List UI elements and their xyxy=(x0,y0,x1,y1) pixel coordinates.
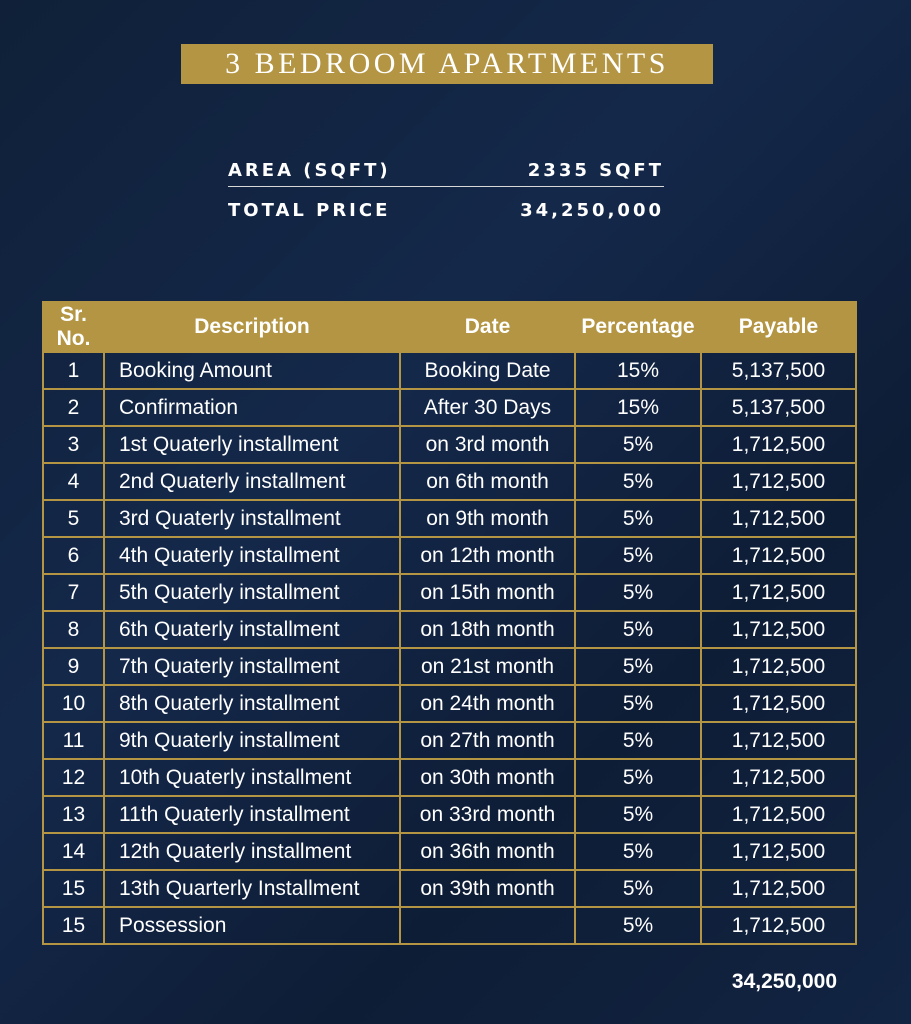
cell-description: 2nd Quaterly installment xyxy=(104,463,400,500)
cell-percentage: 5% xyxy=(575,870,701,907)
cell-payable: 1,712,500 xyxy=(701,759,856,796)
cell-percentage: 5% xyxy=(575,537,701,574)
cell-date: on 27th month xyxy=(400,722,575,759)
cell-payable: 1,712,500 xyxy=(701,574,856,611)
cell-percentage: 5% xyxy=(575,426,701,463)
total-price-row xyxy=(228,192,664,228)
cell-description: 9th Quaterly installment xyxy=(104,722,400,759)
header-description: Description xyxy=(104,302,400,352)
cell-percentage: 5% xyxy=(575,722,701,759)
cell-date: on 33rd month xyxy=(400,796,575,833)
cell-sr-no: 3 xyxy=(43,426,104,463)
area-row xyxy=(228,152,664,188)
cell-description: 11th Quaterly installment xyxy=(104,796,400,833)
cell-date: on 6th month xyxy=(400,463,575,500)
cell-sr-no: 5 xyxy=(43,500,104,537)
cell-payable: 1,712,500 xyxy=(701,833,856,870)
cell-description: 4th Quaterly installment xyxy=(104,537,400,574)
table-header-row xyxy=(43,302,856,352)
table-row xyxy=(43,426,856,463)
cell-payable: 1,712,500 xyxy=(701,500,856,537)
cell-percentage: 5% xyxy=(575,500,701,537)
cell-date: on 18th month xyxy=(400,611,575,648)
cell-description: 13th Quarterly Installment xyxy=(104,870,400,907)
table-row xyxy=(43,574,856,611)
cell-sr-no: 9 xyxy=(43,648,104,685)
table-row xyxy=(43,352,856,389)
table-row xyxy=(43,463,856,500)
cell-payable: 1,712,500 xyxy=(701,907,856,944)
table-row xyxy=(43,796,856,833)
cell-description: Possession xyxy=(104,907,400,944)
cell-percentage: 5% xyxy=(575,648,701,685)
cell-payable: 5,137,500 xyxy=(701,352,856,389)
cell-description: 3rd Quaterly installment xyxy=(104,500,400,537)
header-sr-no: Sr. No. xyxy=(43,302,104,352)
cell-date: on 9th month xyxy=(400,500,575,537)
cell-percentage: 5% xyxy=(575,796,701,833)
cell-description: Confirmation xyxy=(104,389,400,426)
cell-sr-no: 6 xyxy=(43,537,104,574)
cell-percentage: 5% xyxy=(575,907,701,944)
cell-payable: 1,712,500 xyxy=(701,685,856,722)
area-label: AREA (SQFT) xyxy=(228,159,391,181)
cell-date: Booking Date xyxy=(400,352,575,389)
cell-sr-no: 4 xyxy=(43,463,104,500)
title-banner xyxy=(181,44,713,84)
table-row xyxy=(43,611,856,648)
cell-payable: 1,712,500 xyxy=(701,722,856,759)
cell-payable: 1,712,500 xyxy=(701,870,856,907)
cell-description: 8th Quaterly installment xyxy=(104,685,400,722)
cell-payable: 1,712,500 xyxy=(701,648,856,685)
table-row xyxy=(43,537,856,574)
area-value: 2335 SQFT xyxy=(527,159,664,181)
cell-payable: 1,712,500 xyxy=(701,796,856,833)
cell-sr-no: 10 xyxy=(43,685,104,722)
cell-sr-no: 1 xyxy=(43,352,104,389)
cell-percentage: 15% xyxy=(575,352,701,389)
cell-payable: 1,712,500 xyxy=(701,463,856,500)
cell-date xyxy=(400,907,575,944)
table-row xyxy=(43,907,856,944)
cell-sr-no: 15 xyxy=(43,870,104,907)
header-percentage: Percentage xyxy=(575,302,701,352)
table-row xyxy=(43,833,856,870)
cell-sr-no: 2 xyxy=(43,389,104,426)
cell-date: on 36th month xyxy=(400,833,575,870)
cell-description: 6th Quaterly installment xyxy=(104,611,400,648)
cell-percentage: 5% xyxy=(575,574,701,611)
cell-description: 5th Quaterly installment xyxy=(104,574,400,611)
cell-sr-no: 12 xyxy=(43,759,104,796)
total-price-label: TOTAL PRICE xyxy=(228,199,391,221)
grand-total: 34,250,000 xyxy=(731,970,837,993)
cell-percentage: 5% xyxy=(575,463,701,500)
cell-percentage: 5% xyxy=(575,611,701,648)
cell-description: 10th Quaterly installment xyxy=(104,759,400,796)
cell-description: 1st Quaterly installment xyxy=(104,426,400,463)
cell-payable: 1,712,500 xyxy=(701,611,856,648)
cell-sr-no: 11 xyxy=(43,722,104,759)
cell-percentage: 15% xyxy=(575,389,701,426)
cell-sr-no: 13 xyxy=(43,796,104,833)
cell-percentage: 5% xyxy=(575,759,701,796)
cell-description: Booking Amount xyxy=(104,352,400,389)
cell-sr-no: 15 xyxy=(43,907,104,944)
summary-divider xyxy=(228,186,664,187)
cell-payable: 5,137,500 xyxy=(701,389,856,426)
table-row xyxy=(43,759,856,796)
header-payable: Payable xyxy=(701,302,856,352)
cell-description: 12th Quaterly installment xyxy=(104,833,400,870)
cell-date: on 15th month xyxy=(400,574,575,611)
cell-date: on 12th month xyxy=(400,537,575,574)
cell-date: on 3rd month xyxy=(400,426,575,463)
cell-sr-no: 8 xyxy=(43,611,104,648)
cell-date: on 39th month xyxy=(400,870,575,907)
cell-sr-no: 14 xyxy=(43,833,104,870)
page-title: 3 BEDROOM APARTMENTS xyxy=(225,47,669,80)
cell-percentage: 5% xyxy=(575,685,701,722)
total-price-value: 34,250,000 xyxy=(520,199,664,221)
table-row xyxy=(43,685,856,722)
cell-payable: 1,712,500 xyxy=(701,537,856,574)
cell-description: 7th Quaterly installment xyxy=(104,648,400,685)
cell-date: on 30th month xyxy=(400,759,575,796)
cell-sr-no: 7 xyxy=(43,574,104,611)
payment-plan-table xyxy=(42,301,857,945)
table-row xyxy=(43,389,856,426)
cell-date: on 24th month xyxy=(400,685,575,722)
header-date: Date xyxy=(400,302,575,352)
table-row xyxy=(43,870,856,907)
cell-date: on 21st month xyxy=(400,648,575,685)
cell-payable: 1,712,500 xyxy=(701,426,856,463)
cell-date: After 30 Days xyxy=(400,389,575,426)
table-row xyxy=(43,500,856,537)
table-row xyxy=(43,648,856,685)
cell-percentage: 5% xyxy=(575,833,701,870)
table-row xyxy=(43,722,856,759)
